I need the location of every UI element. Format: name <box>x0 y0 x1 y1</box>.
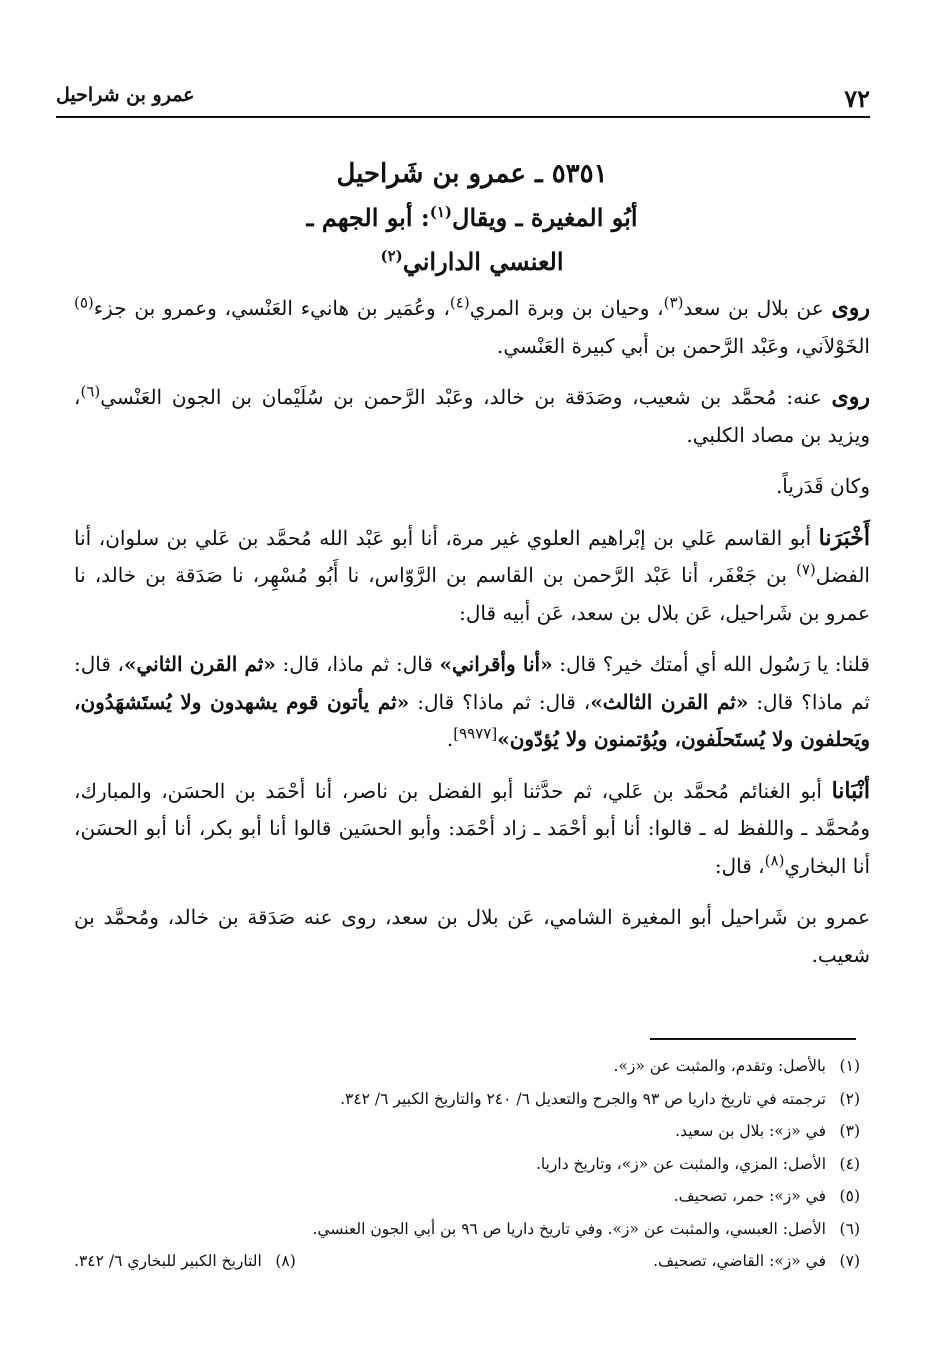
text-run: ، وعُمَير بن هانيء العَنْسي، وعمرو بن جزء <box>93 296 450 320</box>
text-run: عنه: مُحمَّد بن شعيب، وصَدَقة بن خالد، وعَبْد الرَّحمن بن سُلَيْمان بن الجون العَنْسي <box>100 385 832 409</box>
footnote-ref: (٦) <box>80 382 101 401</box>
footnote-text: التاريخ الكبير للبخاري ٦/ ٣٤٢. <box>74 1252 262 1270</box>
footnote <box>74 1083 860 1116</box>
text-run: ، وحيان بن وبرة المري <box>469 296 664 320</box>
hadith-quote: «أنا وأقراني» <box>439 652 553 676</box>
hadith-quote: «ثم القرن الثالث» <box>590 689 749 714</box>
footnote <box>74 1180 860 1213</box>
footnote-rule <box>650 1038 856 1040</box>
text-run: ، قال: ثم ماذا؟ قال: <box>409 689 591 714</box>
paragraph-hadith <box>74 646 870 759</box>
footnote <box>74 1245 296 1278</box>
footnote-ref: (٨) <box>764 850 785 869</box>
footnote-text: في «ز»: حمر، تصحيف. <box>673 1187 826 1205</box>
footnote <box>74 1148 860 1181</box>
subtitle-part-a: أبُو المغيرة ـ ويقال <box>452 203 638 232</box>
footnote-number: (٢) <box>839 1089 860 1108</box>
lead-word: أَخْبَرَنا <box>818 524 870 551</box>
entry-heading <box>0 152 944 284</box>
footnote-number: (٤) <box>839 1154 860 1173</box>
paragraph-narrated-from <box>74 290 870 365</box>
text-run: ، قال: ثم ماذا؟ قال: <box>74 652 870 714</box>
footnote-number: (٣) <box>839 1122 860 1140</box>
main-text <box>74 290 870 988</box>
footnote-ref: (٣) <box>663 293 684 312</box>
footnote-number: (١) <box>839 1057 860 1075</box>
footnote-text: في «ز»: بلال بن سعيد. <box>675 1122 826 1140</box>
paragraph-bukhari-quote: عمرو بن شَراحيل أبو المغيرة الشامي، عَن بلال بن سعد، روى عنه صَدَقة بن خالد، ومُحمَّد بن شعيب. <box>74 905 870 967</box>
page-number: ٧٢ <box>844 84 870 113</box>
footnote-number: (٥) <box>839 1187 860 1205</box>
text-run: ، قال: <box>714 853 765 878</box>
text-run: الخَوْلاَني، وعَبْد الرَّحمن بن أبي كبيرة العَنْسي. <box>497 333 870 358</box>
text-run: أبو الغنائم مُحمَّد بن عَلي، ثم حدَّثنا أبو الفضل بن ناصر، أنا أحْمَد بن الحسَن، والمبارك، ومُحمَّد ـ واللفظ له ـ قالوا: أنا أبو أحْمَد ـ زاد أحْمَد: وأبو الحسَين قالوا أنا أبو بكر، أنا أبو الحسَن، أنا البخاري <box>74 778 870 878</box>
footnote-text: الأصل: العبسي، والمثبت عن «ز». وفي تاريخ داريا ص ٩٦ بن أبي الجون العنسي. <box>312 1219 826 1238</box>
footnote <box>74 1115 860 1148</box>
footnote-text: ترجمته في تاريخ داريا ص ٩٣ والجرح والتعديل ٦/ ٢٤٠ والتاريخ الكبير ٦/ ٣٤٢. <box>340 1089 826 1108</box>
running-title: عمرو بن شراحيل <box>56 84 195 106</box>
paragraph-qadari: وكان قَدَرياً. <box>775 474 870 498</box>
text-run: قلنا: يا رَسُول الله أي أمتك خير؟ قال: <box>552 652 870 676</box>
running-head <box>56 84 870 114</box>
footnote-text: الأصل: المزي، والمثبت عن «ز»، وتاريخ داريا. <box>535 1154 826 1173</box>
footnote-ref: (١) <box>429 203 452 221</box>
footnote-row <box>74 1245 860 1278</box>
lead-word: روى <box>831 384 870 410</box>
footnote-text: بالأصل: وتقدم، والمثبت عن «ز». <box>613 1057 826 1075</box>
footnote-number: (٨) <box>275 1252 296 1270</box>
lead-word: أنْبَانا <box>831 777 870 804</box>
footnote-text: في «ز»: القاضي، تصحيف. <box>653 1252 826 1270</box>
footnote-ref: (٢) <box>380 247 403 265</box>
footnote-number: (٧) <box>839 1252 860 1270</box>
footnotes <box>74 1050 860 1278</box>
text-run: . <box>446 727 454 751</box>
paragraph-narrated-by <box>74 379 870 454</box>
lead-word: روى <box>831 295 870 321</box>
header-rule <box>56 116 870 118</box>
footnote-ref: (٥) <box>74 293 94 312</box>
footnote <box>74 1050 860 1083</box>
footnote-number: (٦) <box>839 1219 860 1238</box>
hadith-quote: «ثم القرن الثاني» <box>124 652 276 676</box>
footnote-ref: (٧) <box>795 560 816 579</box>
paragraph-isnad <box>74 520 870 633</box>
hadith-number: [٩٩٧٧] <box>453 724 498 743</box>
entry-title: ٥٣٥١ ـ عمرو بن شَراحيل <box>336 159 608 189</box>
text-run: قال: ثم ماذا، قال: <box>275 652 440 676</box>
footnote <box>74 1213 860 1246</box>
text-run: عن بلال بن سعد <box>683 296 832 320</box>
nisba-text: العنسي الداراني <box>402 247 564 276</box>
subtitle-part-b: : أبو الجهم ـ <box>306 203 430 232</box>
text-run: بن جَعْفَر، أنا عَبْد الرَّحمن بن القاسم بن الرَّوّاس، نا أَبُو مُسْهِر، نا صَدَقة بن خالد، نا عمرو بن شَراحيل، عَن بلال بن سعد، عَن أبيه قال: <box>74 563 870 625</box>
hadith-quote: «ثم يأتون قوم يشهدون ولا يُستَشهَدُون، ويَحلفون ولا يُستَحلَفون، ويُؤتمنون ولا يُؤدّون» <box>74 689 870 751</box>
text-run: أبو القاسم عَلي بن إبْراهيم العلوي غير مرة، أنا أبو عَبْد الله مُحمَّد بن عَلي بن سلوان، أنا الفضل <box>74 525 870 587</box>
text-run: ، ويزيد بن مصاد الكلبي. <box>74 385 870 447</box>
entry-nisba <box>0 240 944 284</box>
paragraph-second-isnad <box>74 773 870 886</box>
footnote-ref: (٤) <box>449 293 470 312</box>
footnote <box>653 1245 860 1278</box>
entry-subtitle <box>0 196 944 240</box>
